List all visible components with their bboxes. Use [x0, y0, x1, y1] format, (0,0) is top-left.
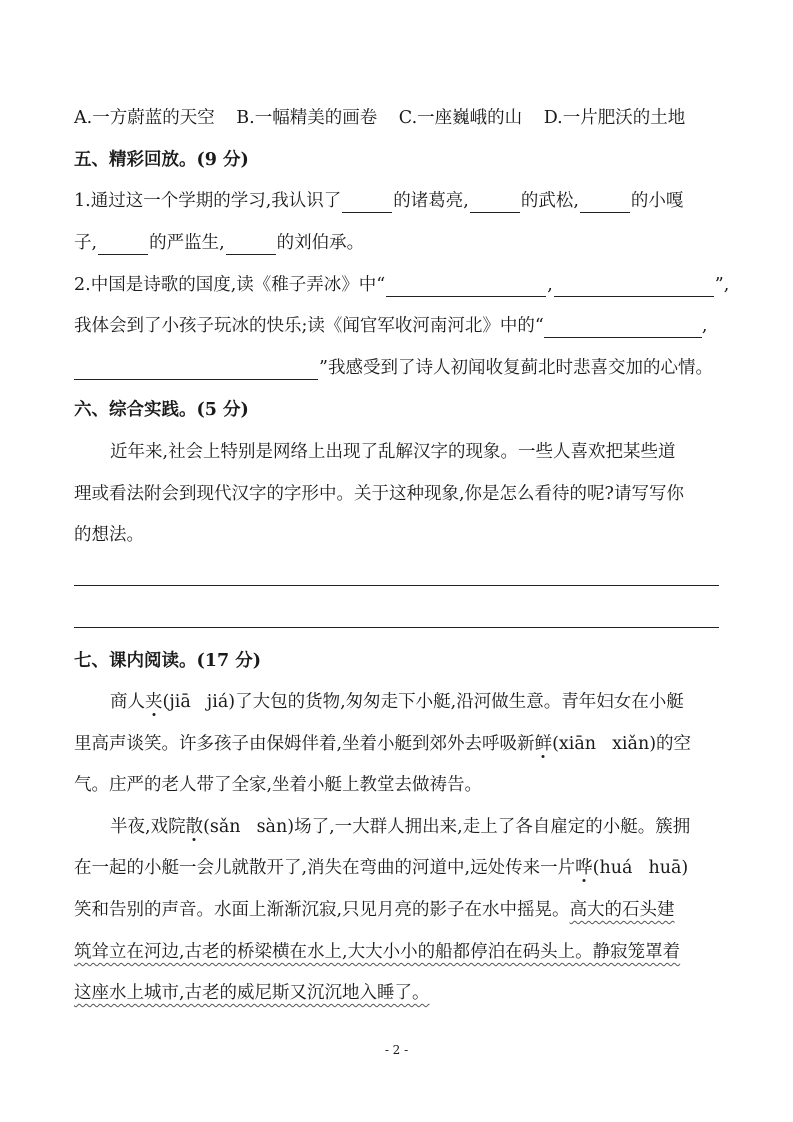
reading-line5: 在一起的小艇一会儿就散开了,消失在弯曲的河道中,远处传来一片哗(huá huā)	[74, 858, 689, 878]
section6-paragraph-line1: 近年来,社会上特别是网络上出现了乱解汉字的现象。一些人喜欢把某些道	[110, 442, 676, 462]
reading-line7	[74, 940, 719, 964]
option-d: D.一片肥沃的土地	[543, 108, 686, 128]
answer-blank[interactable]	[74, 359, 318, 380]
reading-line8	[74, 981, 719, 1005]
answer-blank[interactable]	[544, 317, 702, 338]
section5-heading: 五、精彩回放。(9 分)	[74, 150, 249, 170]
emphasis-char: 鲜	[534, 734, 553, 754]
wavy-underlined-text: 这座水上城市,古老的威尼斯又沉沉地入睡了。	[74, 983, 430, 1003]
reading-line2: 里高声谈笑。许多孩子由保姆伴着,坐着小艇到郊外去呼吸新鲜(xiān xiǎn)的空	[74, 734, 692, 754]
option-b: B.一幅精美的画卷	[236, 108, 378, 128]
emphasis-char: 夹	[145, 692, 163, 712]
answer-blank[interactable]	[98, 234, 148, 255]
page-number: - 2 -	[384, 1043, 409, 1057]
section5-q2-line3: ”我感受到了诗人初闻收复蓟北时悲喜交加的心情。	[74, 356, 719, 380]
section5-q1-line2: 子, 的严监生, 的刘伯承。	[74, 233, 365, 253]
section7-heading: 七、课内阅读。(17 分)	[74, 651, 262, 671]
reading-line4: 半夜,戏院散(sǎn sàn)场了,一大群人拥出来,走上了各自雇定的小艇。簇拥	[110, 817, 691, 837]
section6-paragraph-line3: 的想法。	[74, 525, 144, 545]
answer-blank[interactable]	[386, 276, 546, 297]
answer-options	[74, 106, 719, 130]
section5-q2-line2: 我体会到了小孩子玩冰的快乐;读《闻官军收河南河北》中的“ ,	[74, 316, 708, 336]
answer-blank[interactable]	[470, 192, 520, 213]
emphasis-char: 哗	[575, 858, 593, 878]
answer-blank[interactable]	[554, 276, 714, 297]
reading-line1: 商人夹(jiā jiá)了大包的货物,匆匆走下小艇,沿河做生意。青年妇女在小艇	[110, 692, 684, 712]
writing-line[interactable]	[74, 585, 719, 586]
section6-paragraph-line2: 理或看法附会到现代汉字的字形中。关于这种现象,你是怎么看待的呢?请写写你	[74, 484, 684, 504]
reading-line6: 笑和告别的声音。水面上渐渐沉寂,只见月亮的影子在水中摇晃。高大的石头建	[74, 900, 675, 920]
option-a: A.一方蔚蓝的天空	[74, 108, 215, 128]
option-c: C.一座巍峨的山	[398, 108, 523, 128]
wavy-underlined-text: 筑耸立在河边,古老的桥梁横在水上,大大小小的船都停泊在码头上。静寂笼罩着	[74, 942, 681, 962]
wavy-underlined-text: 高大的石头建	[569, 900, 675, 920]
section5-q2-line1: 2.中国是诗歌的国度,读《稚子弄冰》中“ , ”,	[74, 275, 730, 295]
section6-heading: 六、综合实践。(5 分)	[74, 400, 249, 420]
reading-line3: 气。庄严的老人带了全家,坐着小艇上教堂去做祷告。	[74, 775, 483, 795]
answer-blank[interactable]	[580, 192, 630, 213]
writing-line[interactable]	[74, 627, 719, 628]
answer-blank[interactable]	[226, 234, 276, 255]
section5-q1-line1: 1.通过这一个学期的学习,我认识了 的诸葛亮, 的武松, 的小嘎	[74, 191, 684, 211]
answer-blank[interactable]	[342, 192, 392, 213]
emphasis-char: 散	[185, 817, 204, 837]
